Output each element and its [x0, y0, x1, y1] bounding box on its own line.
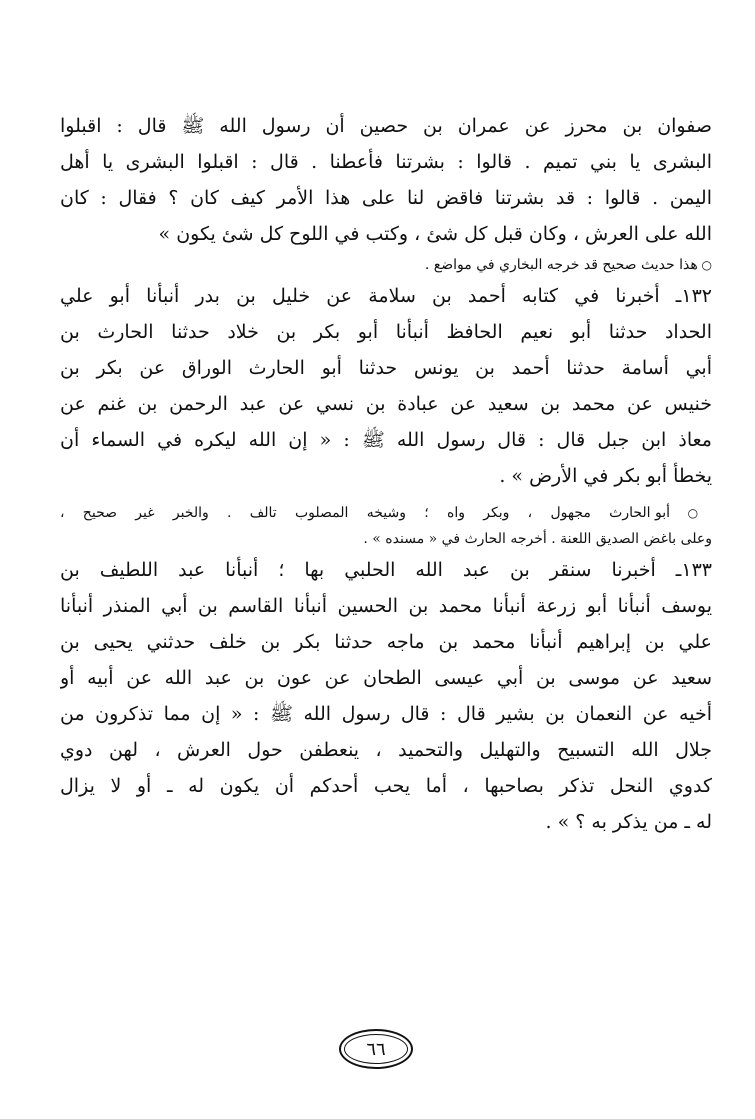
footnote	[60, 500, 712, 526]
text-line: يوسف أنبأنا أبو زرعة أنبأنا محمد بن الحسين أنبأنا القاسم بن أبي المنذر أنبأنا	[60, 595, 712, 617]
text-line: أبي أسامة حدثنا أحمد بن يونس حدثنا أبو الحارث الوراق عن بكر بن	[60, 357, 712, 379]
hadith-133	[60, 552, 712, 840]
text-line: له ـ من يذكر به ؟ » .	[545, 811, 712, 833]
footnote-text: هذا حديث صحيح قد خرجه البخاري في مواضع .	[424, 257, 698, 273]
text-line: أخيه عن النعمان بن بشير قال : قال رسول الله ﷺ : « إن مما تذكرون من	[60, 703, 712, 725]
hadith-continuation	[60, 108, 712, 278]
text-line: معاذ ابن جبل قال : قال رسول الله ﷺ : « إن الله ليكره في السماء أن	[60, 429, 712, 451]
book-page	[60, 108, 712, 840]
footnote	[60, 252, 712, 278]
circle-bullet-icon: ○	[697, 258, 712, 272]
text-line: ١٣٢ـ أخبرنا في كتابه أحمد بن سلامة عن خليل بن بدر أنبأنا أبو علي	[60, 285, 712, 307]
text-line: يخطأ أبو بكر في الأرض » .	[499, 465, 712, 487]
text-line: سعيد عن موسى بن أبي عيسى الطحان عن عون بن عبد الله عن أبيه أو	[60, 667, 712, 689]
text-line: خنيس عن محمد بن سعيد عن عبادة بن نسي عن عبد الرحمن بن غنم عن	[60, 393, 712, 415]
page-number	[339, 1029, 413, 1069]
text-line: كدوي النحل تذكر بصاحبها ، أما يحب أحدكم أن يكون له ـ أو لا يزال	[60, 775, 712, 797]
text-line: ١٣٣ـ أخبرنا سنقر بن عبد الله الحلبي بها ؛ أنبأنا عبد اللطيف بن	[60, 559, 712, 581]
text-line: الحداد حدثنا أبو نعيم الحافظ أنبأنا أبو بكر بن خلاد حدثنا الحارث بن	[60, 321, 712, 343]
text-line: علي بن إبراهيم أنبأنا محمد بن ماجه حدثنا بكر بن خلف حدثني يحيى بن	[60, 631, 712, 653]
text-line: صفوان بن محرز عن عمران بن حصين أن رسول الله ﷺ قال : اقبلوا	[60, 115, 712, 137]
text-line: جلال الله التسبيح والتهليل والتحميد ، ينعطفن حول العرش ، لهن دوي	[60, 739, 712, 761]
page-number-text: ٦٦	[366, 1038, 386, 1060]
text-line: اليمن . قالوا : قد بشرتنا فاقض لنا على هذا الأمر كيف كان ؟ فقال : كان	[60, 187, 712, 209]
footnote: وعلى باغض الصديق اللعنة . أخرجه الحارث في « مسنده » .	[363, 531, 712, 547]
footnote-text: أبو الحارث مجهول ، وبكر واه ؛ وشيخه المصلوب تالف . والخبر غير صحيح ،	[60, 505, 671, 521]
text-line: الله على العرش ، وكان قبل كل شئ ، وكتب في اللوح كل شئ يكون »	[158, 223, 712, 245]
text-line: البشرى يا بني تميم . قالوا : بشرتنا فأعطنا . قال : اقبلوا البشرى يا أهل	[60, 151, 712, 173]
circle-bullet-icon: ○	[670, 506, 712, 520]
hadith-132	[60, 278, 712, 552]
